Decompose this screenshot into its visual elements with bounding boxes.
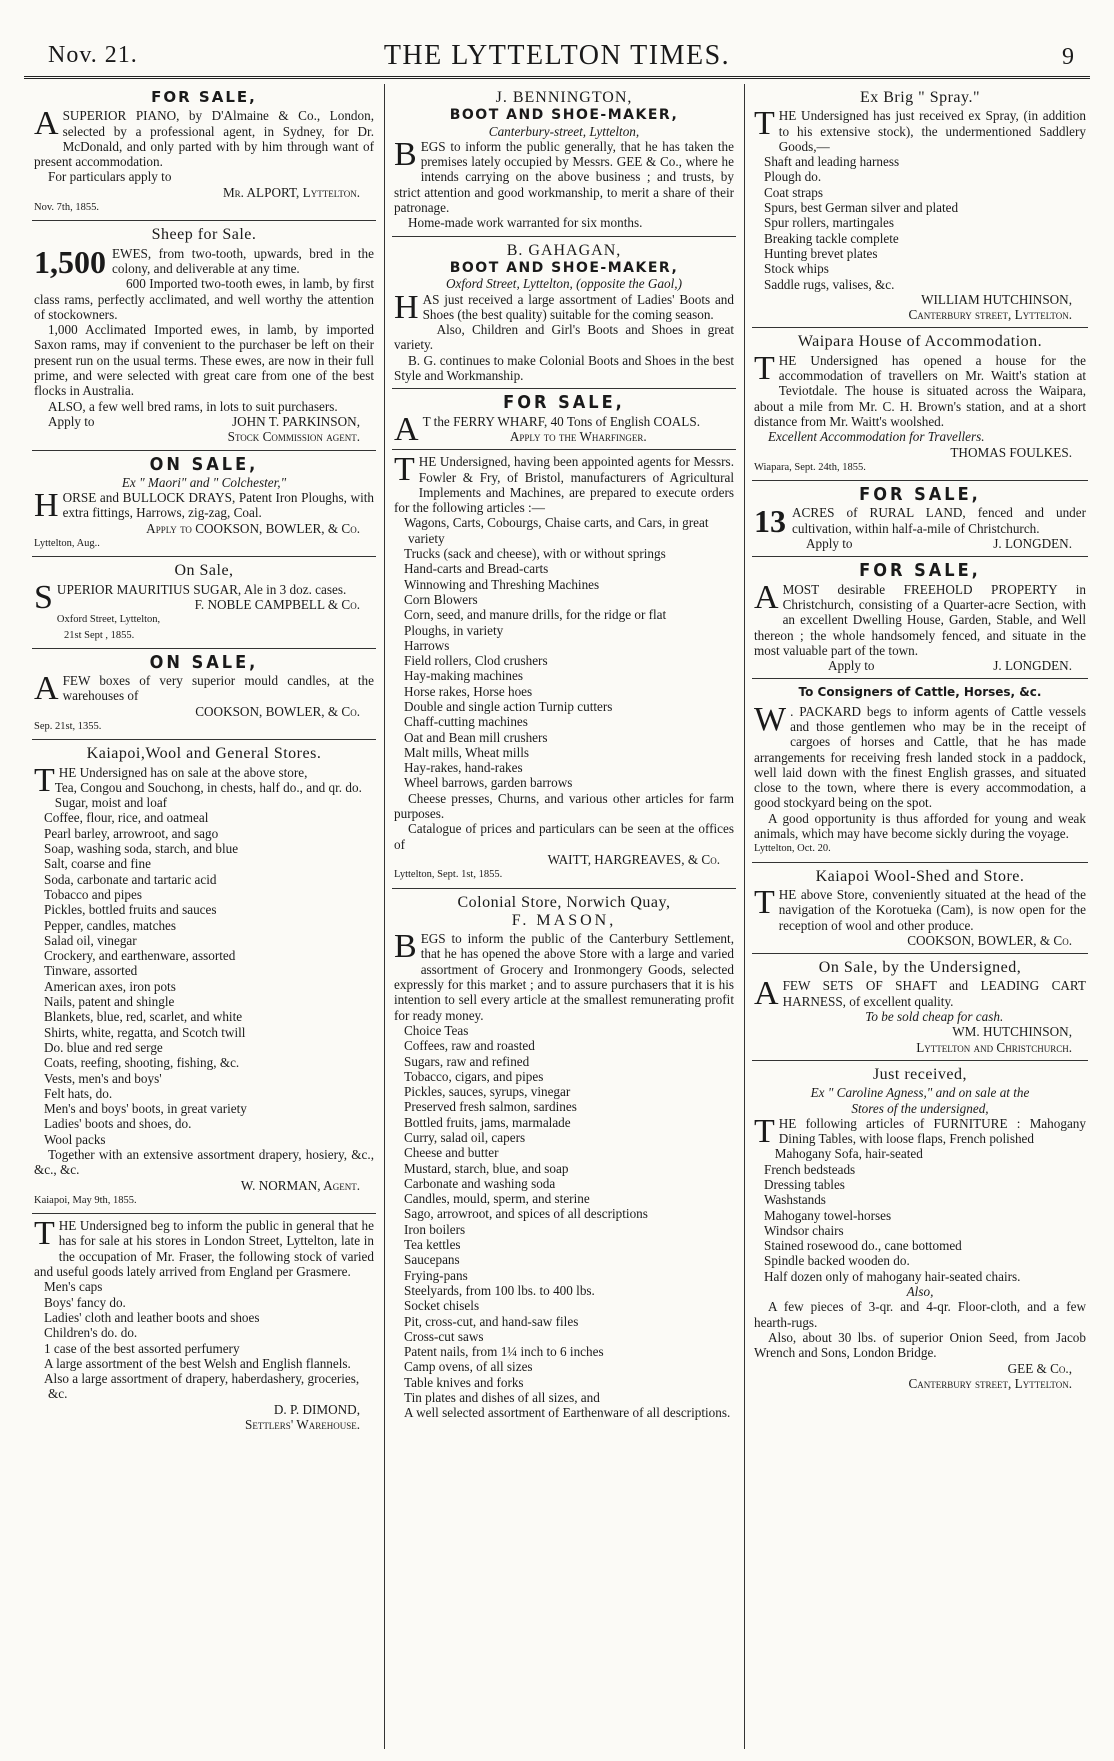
ad-waipara <box>752 328 1088 481</box>
ad-heading: Kaiapoi,Wool and General Stores. <box>86 745 322 763</box>
ad-furniture <box>752 1061 1088 1396</box>
list-item: Spurs, best German silver and plated <box>764 200 959 216</box>
ad-signature: F. NOBLE CAMPBELL & Co. <box>194 596 360 612</box>
drop-cap: A <box>34 670 59 708</box>
drop-cap: T <box>754 883 775 921</box>
list-item: Men's caps <box>44 1279 103 1295</box>
list-item: Stock whips <box>764 261 829 277</box>
ad-signature: COOKSON, BOWLER, & Co. <box>195 703 360 719</box>
list-item: Ladies' cloth and leather boots and shoes <box>44 1309 260 1325</box>
ad-text: Excellent Accommodation for Travellers. <box>768 429 985 445</box>
drop-cap: T <box>394 451 415 489</box>
list-item: Hand-carts and Bread-carts <box>404 561 549 577</box>
ad-bennington <box>392 84 736 237</box>
list-item: Crockery, and earthenware, assorted <box>44 948 236 964</box>
ad-text: ACRES of RURAL LAND, fenced and under cultivation, within half-a-mile of Christchurch. <box>792 505 1086 536</box>
ad-candles <box>32 649 376 740</box>
list-item: Windsor chairs <box>764 1222 844 1238</box>
ad-subheading: Ex " Maori" and " Colchester," <box>121 474 287 490</box>
list-item: Sugars, raw and refined <box>404 1053 530 1069</box>
list-item: Socket chisels <box>404 1298 480 1314</box>
ad-text: HE Undersigned has just received ex Spray, (in addition to his extensive stock), the undermentioned Saddlery Goods,— <box>778 108 1086 154</box>
ad-subheading: BOOT AND SHOE-MAKER, <box>449 259 679 276</box>
ad-freehold <box>752 557 1088 679</box>
ad-signature: WILLIAM HUTCHINSON, <box>921 291 1072 307</box>
drop-cap: T <box>34 761 55 799</box>
list-item: Double and single action Turnip cutters <box>404 698 613 714</box>
ad-date: Sep. 21st, 1355. <box>34 720 102 732</box>
ad-text: AS just received a large assortment of Ladies' Boots and Shoes (the best quality) suitable for the coming season. <box>422 291 734 322</box>
ad-text: Also, <box>906 1284 934 1300</box>
ad-mason <box>392 889 736 1426</box>
list-item: A large assortment of the best Welsh and English flannels. <box>44 1355 351 1371</box>
ad-text: For particulars apply to <box>48 169 172 185</box>
list-item: Frying-pans <box>404 1267 468 1283</box>
list-item: Half dozen only of mahogany hair-seated chairs. <box>764 1268 1021 1284</box>
ad-signature: D. P. DIMOND, <box>273 1401 360 1417</box>
ad-date: 21st Sept , 1855. <box>64 629 135 641</box>
ad-text: Also, about 30 lbs. of superior Onion Seed, from Jacob Wrench and Sons, London Bridge. <box>754 1329 1086 1361</box>
ad-text: To be sold cheap for cash. <box>865 1009 1004 1025</box>
list-item: Patent nails, from 1¼ inch to 6 inches <box>404 1344 604 1360</box>
ad-signature: W. NORMAN, Agent. <box>240 1177 360 1193</box>
ad-text: HE Undersigned has on sale at the above store, <box>58 764 308 780</box>
list-item: Harrows <box>404 637 450 653</box>
masthead-rule <box>24 76 1090 79</box>
ad-heading: FOR SALE, <box>503 392 625 414</box>
list-item: Saucepans <box>404 1252 460 1268</box>
column-2 <box>392 84 736 1751</box>
ad-text: EGS to inform the public of the Canterbury Settlement, that he has opened the above Store with a large and varied assortment of Grocery and Ironmongery Goods, selected expressly for this market ; and to assure purchasers that it is his intention to sell every article at the smallest remunerating profit for ready money. <box>394 931 734 1023</box>
ad-fowler <box>392 450 736 888</box>
list-item: Mahogany towel-horses <box>764 1207 892 1223</box>
ad-signature: GEE & Co., <box>1007 1360 1072 1376</box>
ad-signature: WM. HUTCHINSON, <box>952 1024 1072 1040</box>
list-item: Saddle rugs, valises, &c. <box>764 276 895 292</box>
drop-cap: A <box>754 578 779 616</box>
ad-text: Also, Children and Girl's Boots and Shoes in great variety. <box>394 322 734 353</box>
drop-cap: B <box>394 135 417 173</box>
ad-date: Wiapara, Sept. 24th, 1855. <box>754 461 866 473</box>
ad-text: UPERIOR MAURITIUS SUGAR, Ale in 3 doz. cases. <box>56 581 347 597</box>
list-item: Boys' fancy do. <box>44 1294 126 1310</box>
list-item: Nails, patent and shingle <box>44 994 175 1010</box>
drop-cap: T <box>754 349 775 387</box>
ad-text: HE following articles of FURNITURE : Mahogany Dining Tables, with loose flaps, French polished <box>778 1115 1086 1147</box>
list-item: Horse rakes, Horse hoes <box>404 683 533 699</box>
ad-heading: Sheep for Sale. <box>151 226 257 244</box>
ad-subheading: Ex " Caroline Agness," and on sale at the <box>810 1085 1030 1101</box>
list-item: Mahogany Sofa, hair-seated <box>774 1146 923 1162</box>
list-item: Pickles, sauces, syrups, vinegar <box>404 1084 571 1100</box>
list-item: Field rollers, Clod crushers <box>404 653 548 669</box>
list-item: Salt, coarse and fine <box>44 856 151 872</box>
list-item: Spindle backed wooden do. <box>764 1253 910 1269</box>
ad-heading: On Sale, <box>174 562 234 580</box>
list-item: Pickles, bottled fruits and sauces <box>44 902 217 918</box>
ad-text: HE Undersigned, having been appointed agents for Messrs. Fowler & Fry, of Bristol, manufacturers of Agricultural Implements and Machines, are prepared to execute orders for the following articles :— <box>394 454 734 516</box>
list-item: Candles, mould, sperm, and sterine <box>404 1191 590 1207</box>
list-item: Camp ovens, of all sizes <box>404 1359 533 1375</box>
list-item: Stained rosewood do., cane bottomed <box>764 1238 962 1254</box>
list-item: Sago, arrowroot, and spices of all descriptions <box>404 1206 648 1222</box>
column-rule <box>744 84 745 1749</box>
list-item: Pearl barley, arrowroot, and sago <box>44 825 219 841</box>
list-item: Hunting brevet plates <box>764 245 878 261</box>
list-item: Choice Teas <box>404 1022 469 1038</box>
list-item: Iron boilers <box>404 1221 466 1237</box>
ad-heading: Just received, <box>872 1065 968 1083</box>
list-item: Malt mills, Wheat mills <box>404 744 530 760</box>
list-item: Tin plates and dishes of all sizes, and <box>404 1390 600 1406</box>
list-item: Mustard, starch, blue, and soap <box>404 1160 569 1176</box>
ad-text: . PACKARD begs to inform agents of Cattle vessels and those gentlemen who may be in the receipt of cargoes of horses and Cattle, that he has made arrangements for receiving fresh landed stock in a paddock, well laid down with the finest English grasses, and situated close to the town, where there is every accommodation, a good stockyard being on the spot. <box>754 703 1086 811</box>
ad-signature: Stock Commission agent. <box>227 429 360 445</box>
list-item: Vests, men's and boys' <box>44 1070 162 1086</box>
drop-cap: W <box>754 700 787 738</box>
ad-address: Canterbury-street, Lyttelton, <box>488 123 640 139</box>
column-3 <box>752 84 1088 1751</box>
ad-subheading: BOOT AND SHOE-MAKER, <box>449 107 679 124</box>
ad-heading: FOR SALE, <box>859 484 981 506</box>
list-item: Spur rollers, martingales <box>764 215 895 231</box>
list-item: Wagons, Carts, Cobourgs, Chaise carts, and Cars, in great variety <box>404 515 709 546</box>
ad-text: 1,000 Acclimated Imported ewes, in lamb, by imported Saxon rams, may if convenient to the purchaser be left on their present run on the usual terms. These ewes, are now in their full prime, and were selected with great care from one of the best flocks in Australia. <box>34 322 374 399</box>
ad-signature: THOMAS FOULKES. <box>950 444 1072 460</box>
drop-cap: H <box>34 487 59 525</box>
ad-text: MOST desirable FREEHOLD PROPERTY in Christchurch, consisting of a Quarter-acre Section, with an excellent Dwelling House, Garden, Stable, and Well thereon ; the whole handsomely fenced, and situate in the most valuable part of the town. <box>754 581 1086 658</box>
list-item: Coat straps <box>764 184 823 200</box>
big-number: 1,500 <box>34 243 106 280</box>
list-item: Soap, washing soda, starch, and blue <box>44 841 239 857</box>
list-item: Table knives and forks <box>404 1374 524 1390</box>
list-item: Sugar, moist and loaf <box>54 795 168 811</box>
list-item: Steelyards, from 100 lbs. to 400 lbs. <box>404 1282 595 1298</box>
list-item: Tea, Congou and Souchong, in chests, half do., and qr. do. <box>54 779 362 795</box>
ad-drays <box>32 451 376 558</box>
list-item: Do. blue and red serge <box>44 1039 163 1055</box>
ad-signature: JOHN T. PARKINSON, <box>232 413 360 429</box>
big-number: 13 <box>754 503 786 540</box>
list-item: Coats, reefing, shooting, fishing, &c. <box>44 1055 240 1071</box>
list-item: American axes, iron pots <box>44 978 176 994</box>
ad-text: Apply to <box>828 658 875 674</box>
ad-rural-land <box>752 481 1088 557</box>
ad-heading: Kaiapoi Wool-Shed and Store. <box>815 867 1025 885</box>
ad-heading: B. GAHAGAN, <box>506 241 622 259</box>
list-item: Tobacco, cigars, and pipes <box>404 1068 544 1084</box>
ad-date: Lyttelton, Oct. 20. <box>754 843 831 855</box>
list-item: Dressing tables <box>764 1177 845 1192</box>
list-item: Wheel barrows, garden barrows <box>404 775 573 791</box>
ad-heading: On Sale, by the Undersigned, <box>818 959 1022 977</box>
ad-text: Apply to the Wharfinger. <box>509 428 647 444</box>
ad-heading: FOR SALE, <box>859 560 981 582</box>
ad-text: Catalogue of prices and particulars can be seen at the offices of <box>394 821 734 852</box>
ad-signature: Lyttelton and Christchurch. <box>916 1039 1072 1055</box>
list-item: Coffees, raw and roasted <box>404 1038 535 1054</box>
list-item: Preserved fresh salmon, sardines <box>404 1099 577 1115</box>
ad-text: EGS to inform the public generally, that he has taken the premises lately occupied by Messrs. GEE & Co., where he intends carrying on the above business ; and trusts, by strict attention and good workmanship, to merit a share of their patronage. <box>394 138 734 216</box>
list-item: Children's do. do. <box>44 1325 138 1341</box>
ad-text: Apply to <box>806 536 853 552</box>
ad-coals <box>392 389 736 450</box>
ad-kaiapoi-stores <box>32 740 376 1214</box>
list-item: Cross-cut saws <box>404 1328 484 1344</box>
list-item: Trucks (sack and cheese), with or without springs <box>404 546 666 562</box>
list-item: Plough do. <box>764 169 822 185</box>
masthead <box>20 38 1094 78</box>
list-item: Chaff-cutting machines <box>404 714 528 730</box>
ad-text: FEW SETS OF SHAFT and LEADING CART HARNESS, of excellent quality. <box>782 978 1086 1009</box>
drop-cap: T <box>754 1112 775 1150</box>
ad-heading: To Consigners of Cattle, Horses, &c. <box>798 685 1042 700</box>
ad-subheading: F. MASON, <box>511 911 617 929</box>
ad-signature: Settlers' Warehouse. <box>244 1417 360 1433</box>
list-item: French bedsteads <box>764 1161 856 1177</box>
ad-heading: Colonial Store, Norwich Quay, <box>457 893 671 911</box>
ad-signature: Apply to COOKSON, BOWLER, & Co. <box>146 520 360 536</box>
drop-cap: B <box>394 928 417 966</box>
list-item: Tea kettles <box>404 1237 461 1253</box>
list-item: Pit, cross-cut, and hand-saw files <box>404 1313 579 1329</box>
list-item: Coffee, flour, rice, and oatmeal <box>44 810 209 826</box>
ad-date: Lyttelton, Aug.. <box>34 538 100 550</box>
ad-text: Home-made work warranted for six months. <box>408 215 643 231</box>
ad-date: Nov. 7th, 1855. <box>34 202 99 214</box>
list-item: Soda, carbonate and tartaric acid <box>44 871 217 887</box>
ad-signature: J. LONGDEN. <box>993 536 1072 552</box>
ad-sugar <box>32 557 376 648</box>
column-rule <box>384 84 385 1749</box>
drop-cap: A <box>34 105 59 143</box>
ad-piano <box>32 84 376 221</box>
ad-signature: COOKSON, BOWLER, & Co. <box>907 932 1072 948</box>
ad-text: HE Undersigned beg to inform the public in general that he has for sale at his stores in London Street, Lyttelton, late in the occupation of Mr. Fraser, the following stock of varied and useful goods lately arrived from England per Grasmere. <box>34 1218 374 1280</box>
ad-text: A good opportunity is thus afforded for young and weak animals, which may have become sickly during the voyage. <box>754 810 1086 842</box>
drop-cap: A <box>754 975 779 1013</box>
list-item: Blankets, blue, red, scarlet, and white <box>44 1009 243 1025</box>
list-item: Tobacco and pipes <box>44 886 142 902</box>
ad-text: EWES, from two-tooth, upwards, bred in the colony, and deliverable at any time. <box>112 245 374 276</box>
drop-cap: T <box>754 105 775 143</box>
list-item: Wool packs <box>44 1131 106 1147</box>
ad-subheading: Stores of the undersigned, <box>851 1100 989 1116</box>
ad-heading: Waipara House of Accommodation. <box>797 333 1043 351</box>
ad-signature: Mr. ALPORT, Lyttelton. <box>222 184 360 200</box>
ad-text: Cheese presses, Churns, and various other articles for farm purposes. <box>394 790 734 822</box>
ad-sheep <box>32 221 376 450</box>
ad-date: Lyttelton, Sept. 1st, 1855. <box>394 869 503 881</box>
list-item: Men's and boys' boots, in great variety <box>44 1101 247 1117</box>
ad-harness <box>752 954 1088 1061</box>
list-item: Corn Blowers <box>404 591 478 607</box>
ad-heading: Ex Brig " Spray." <box>859 89 981 106</box>
list-item: Shirts, white, regatta, and Scotch twill <box>44 1024 246 1040</box>
ad-text: Apply to <box>48 413 95 429</box>
list-item: Salad oil, vinegar <box>44 932 137 948</box>
list-item: Washstands <box>764 1192 826 1208</box>
page-number: 9 <box>1062 44 1074 70</box>
ad-packard <box>752 679 1088 862</box>
list-item: Ladies' boots and shoes, do. <box>44 1116 192 1132</box>
ad-text: T the FERRY WHARF, 40 Tons of English COALS. <box>422 413 700 429</box>
ad-signature: WAITT, HARGREAVES, & Co. <box>547 851 720 867</box>
ad-date: Kaiapoi, May 9th, 1855. <box>34 1194 137 1206</box>
ad-text: B. G. continues to make Colonial Boots and Shoes in the best Style and Workmanship. <box>394 352 734 384</box>
ad-text: A few pieces of 3-qr. and 4-qr. Floor-cloth, and a few hearth-rugs. <box>754 1299 1086 1330</box>
list-item: Also a large assortment of drapery, haberdashery, groceries, &c. <box>44 1371 360 1402</box>
ad-heading: J. BENNINGTON, <box>495 89 633 106</box>
ad-gahagan <box>392 237 736 390</box>
ad-text: Together with an extensive assortment drapery, hosiery, &c., &c., &c. <box>34 1147 374 1178</box>
list-item: Felt hats, do. <box>44 1085 113 1101</box>
drop-cap: S <box>34 578 53 616</box>
column-1 <box>32 84 376 1751</box>
ad-text: ALSO, a few well bred rams, in lots to suit purchasers. <box>48 398 338 414</box>
list-item: Hay-making machines <box>404 668 524 684</box>
ad-dimond <box>32 1214 376 1437</box>
ad-text: HE Undersigned has opened a house for the accommodation of travellers on Mr. Waitt's station at Teviotdale. The house is situated across the Waipara, about a mile from Mr. C. H. Brown's station, and at a short distance from Mr. Waitt's woolshed. <box>754 352 1086 429</box>
drop-cap: A <box>394 410 419 448</box>
ad-text: SUPERIOR PIANO, by D'Almaine & Co., London, selected by a professional agent, in Sydney, for Dr. McDonald, and only parted with by him through want of present accommodation. <box>34 108 374 170</box>
ad-heading: ON SALE, <box>149 651 259 673</box>
ad-text: FEW boxes of very superior mould candles, at the warehouses of <box>62 673 374 704</box>
ad-address: Oxford Street, Lyttelton, (opposite the Gaol,) <box>446 276 682 292</box>
newspaper-title: THE LYTTELTON TIMES. <box>383 40 731 71</box>
ad-signature: Canterbury street, Lyttelton. <box>908 1375 1072 1391</box>
drop-cap: H <box>394 288 419 326</box>
list-item: Carbonate and washing soda <box>404 1175 556 1191</box>
ad-signature: Canterbury street, Lyttelton. <box>908 307 1072 323</box>
list-item: Corn, seed, and manure drills, for the ridge or flat <box>404 607 667 623</box>
list-item: Cheese and butter <box>404 1145 499 1161</box>
ad-heading: ON SALE, <box>149 453 259 475</box>
drop-cap: T <box>34 1215 55 1253</box>
list-item: Pepper, candles, matches <box>44 917 177 933</box>
ad-address: Oxford Street, Lyttelton, <box>56 614 161 626</box>
ad-heading: FOR SALE, <box>151 88 257 106</box>
ad-text: ORSE and BULLOCK DRAYS, Patent Iron Ploughs, with extra fittings, Harrows, zig-zag, Coal. <box>62 490 374 521</box>
issue-date: Nov. 21. <box>48 42 138 68</box>
list-item: A well selected assortment of Earthenware of all descriptions. <box>404 1405 731 1421</box>
ad-text: HE above Store, conveniently situated at the head of the navigation of the Korotueka (Cam), is now open for the reception of wool and other produce. <box>778 886 1086 933</box>
list-item: Curry, salad oil, capers <box>404 1130 526 1145</box>
list-item: Tinware, assorted <box>44 963 138 979</box>
list-item: Oat and Bean mill crushers <box>404 729 548 745</box>
list-item: Bottled fruits, jams, marmalade <box>404 1114 571 1130</box>
ad-spray <box>752 84 1088 328</box>
ad-woolshed <box>752 863 1088 954</box>
list-item: Hay-rakes, hand-rakes <box>404 760 523 776</box>
list-item: Winnowing and Threshing Machines <box>404 576 600 592</box>
list-item: Shaft and leading harness <box>764 154 900 170</box>
list-item: Ploughs, in variety <box>404 622 504 638</box>
list-item: Breaking tackle complete <box>764 230 899 246</box>
ad-text: 600 Imported two-tooth ewes, in lamb, by first class rams, perfectly acclimated, and well worthy the attention of stockowners. <box>34 276 374 322</box>
list-item: 1 case of the best assorted perfumery <box>44 1340 240 1356</box>
ad-signature: J. LONGDEN. <box>993 658 1072 674</box>
